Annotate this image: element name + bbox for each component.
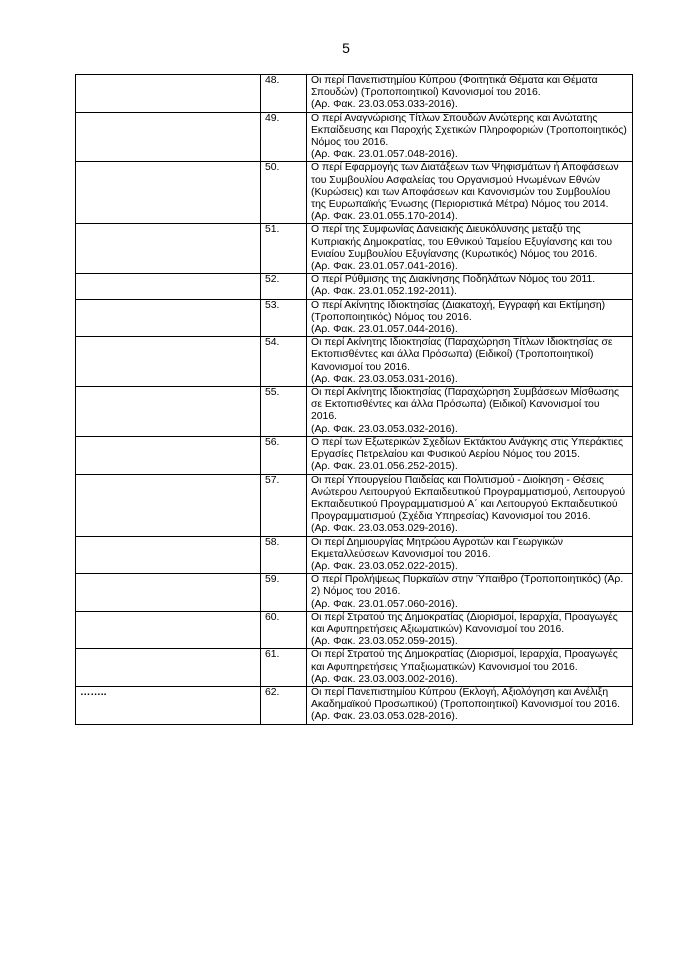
item-title: Οι περί Ακίνητης Ιδιοκτησίας (Παραχώρηση Τίτλων Ιδιοκτησίας σε Εκτοπισθέντες και άλλα Πρόσωπα) (Ειδικοί) (Τροποποιητικοί) Κανονισμοί του 2016. — [311, 337, 613, 373]
table-row — [76, 387, 633, 437]
table-row — [76, 611, 633, 649]
item-number: 51. — [261, 224, 307, 274]
table-row — [76, 337, 633, 387]
item-title: Οι περί Υπουργείου Παιδείας και Πολιτισμού - Διοίκηση - Θέσεις Ανώτερου Λειτουργού Εκπαιδευτικού Προγραμματισμού, Λειτουργού Εκπαιδευτικού Προγραμματισμού Α΄ και Λειτουργού Εκπαιδευτικού Προγραμματισμού (Σχέδια Υπηρεσίας) Κανονισμοί του 2016. — [311, 474, 626, 523]
item-file-ref: (Αρ. Φακ. 23.03.052.059-2015). — [311, 636, 458, 648]
item-number: 53. — [261, 299, 307, 337]
item-file-ref: (Αρ. Φακ. 23.03.053.032-2016). — [311, 423, 458, 435]
row-mark — [76, 75, 261, 113]
item-number: 56. — [261, 436, 307, 474]
item-title: Οι περί Δημιουργίας Μητρώου Αγροτών και Γεωργικών Εκμεταλλεύσεων Κανονισμοί του 2016. — [311, 536, 563, 560]
item-text — [307, 387, 633, 437]
table-row — [76, 574, 633, 612]
agenda-table-body — [76, 75, 633, 725]
item-title: Ο περί της Συμφωνίας Δανειακής Διευκόλυνσης μεταξύ της Κυπριακής Δημοκρατίας, του Εθνικού Ταμείου Εξυγίανσης και του Ενιαίου Συμβουλίου Εξυγίανσης (Κυρωτικός) Νόμος του 2016. — [311, 224, 613, 260]
item-file-ref: (Αρ. Φακ. 23.01.052.192-2011). — [311, 286, 457, 298]
row-mark — [76, 649, 261, 687]
item-file-ref: (Αρ. Φακ. 23.03.053.028-2016). — [311, 711, 458, 723]
row-mark: …….. — [76, 686, 261, 724]
item-title: Ο περί Ακίνητης Ιδιοκτησίας (Διακατοχή, Εγγραφή και Εκτίμηση) (Τροποποιητικός) Νόμος του 2016. — [311, 299, 606, 323]
item-text — [307, 611, 633, 649]
item-number: 50. — [261, 162, 307, 224]
item-file-ref: (Αρ. Φακ. 23.03.052.022-2015). — [311, 560, 458, 572]
table-row — [76, 224, 633, 274]
row-mark — [76, 274, 261, 299]
row-mark — [76, 574, 261, 612]
item-number: 61. — [261, 649, 307, 687]
row-mark — [76, 536, 261, 574]
item-title: Οι περί Στρατού της Δημοκρατίας (Διορισμοί, Ιεραρχία, Προαγωγές και Αφυπηρετήσεις Αξιωματικών) Κανονισμοί του 2016. — [311, 611, 618, 635]
page-number: 5 — [342, 40, 350, 56]
table-row — [76, 686, 633, 724]
row-mark — [76, 162, 261, 224]
row-mark — [76, 474, 261, 536]
item-text — [307, 224, 633, 274]
item-title: Οι περί Στρατού της Δημοκρατίας (Διορισμοί, Ιεραρχία, Προαγωγές και Αφυπηρετήσεις Υπαξιωματικών) Κανονισμοί του 2016. — [311, 649, 618, 673]
agenda-table — [75, 74, 633, 725]
item-number: 55. — [261, 387, 307, 437]
item-text — [307, 75, 633, 113]
item-text — [307, 274, 633, 299]
item-file-ref: (Αρ. Φακ. 23.03.053.031-2016). — [311, 373, 458, 385]
item-title: Οι περί Ακίνητης Ιδιοκτησίας (Παραχώρηση Συμβάσεων Μίσθωσης σε Εκτοπισθέντες και άλλα Πρόσωπα) (Ειδικοί) Κανονισμοί του 2016. — [311, 387, 619, 423]
item-title: Οι περί Πανεπιστημίου Κύπρου (Φοιτητικά Θέματα και Θέματα Σπουδών) (Τροποποιητικοί) Κανονισμοί του 2016. — [311, 75, 598, 99]
row-mark — [76, 611, 261, 649]
item-number: 58. — [261, 536, 307, 574]
item-number: 52. — [261, 274, 307, 299]
item-number: 62. — [261, 686, 307, 724]
item-number: 49. — [261, 112, 307, 162]
table-row — [76, 162, 633, 224]
item-title: Ο περί Αναγνώρισης Τίτλων Σπουδών Ανώτερης και Ανώτατης Εκπαίδευσης και Παροχής Σχετικών Πληροφοριών (Τροποποιητικός) Νόμος του 2016. — [311, 112, 627, 149]
item-text — [307, 162, 633, 224]
item-text — [307, 299, 633, 337]
table-row — [76, 436, 633, 474]
item-title: Οι περί Πανεπιστημίου Κύπρου (Εκλογή, Αξιολόγηση και Ανέλιξη Ακαδημαϊκού Προσωπικού) (Τροποποιητικοί) Κανονισμοί του 2016. — [311, 686, 620, 711]
item-file-ref: (Αρ. Φακ. 23.03.053.033-2016). — [311, 99, 458, 111]
item-file-ref: (Αρ. Φακ. 23.01.055.170-2014). — [311, 211, 458, 223]
item-text — [307, 574, 633, 612]
item-text — [307, 536, 633, 574]
row-mark — [76, 224, 261, 274]
table-row — [76, 536, 633, 574]
table-row — [76, 274, 633, 299]
table-row — [76, 474, 633, 536]
item-text — [307, 112, 633, 162]
item-number: 59. — [261, 574, 307, 612]
item-number: 57. — [261, 474, 307, 536]
item-number: 60. — [261, 611, 307, 649]
item-file-ref: (Αρ. Φακ. 23.01.057.044-2016). — [311, 324, 458, 336]
item-file-ref: (Αρ. Φακ. 23.01.057.060-2016). — [311, 598, 458, 610]
item-file-ref: (Αρ. Φακ. 23.01.057.048-2016). — [311, 149, 458, 161]
row-mark — [76, 387, 261, 437]
item-title: Ο περί Εφαρμογής των Διατάξεων των Ψηφισμάτων ή Αποφάσεων του Συμβουλίου Ασφαλείας του Οργανισμού Ηνωμένων Εθνών (Κυρώσεις) και των Αποφάσεων και Κανονισμών του Συμβουλίου της Ευρωπαϊκής Ένωσης (Περιοριστικά Μέτρα) Νόμος του 2014. — [311, 162, 619, 211]
table-row — [76, 75, 633, 113]
item-title: Ο περί Ρύθμισης της Διακίνησης Ποδηλάτων Νόμος του 2011. — [311, 274, 596, 286]
table-row — [76, 649, 633, 687]
item-file-ref: (Αρ. Φακ. 23.01.057.041-2016). — [311, 261, 458, 273]
table-row — [76, 299, 633, 337]
item-title: Ο περί των Εξωτερικών Σχεδίων Εκτάκτου Ανάγκης στις Υπεράκτιες Εργασίες Πετρελαίου και Φυσικού Αερίου Νόμος του 2015. — [311, 436, 624, 461]
row-mark — [76, 337, 261, 387]
row-mark — [76, 112, 261, 162]
item-number: 54. — [261, 337, 307, 387]
item-file-ref: (Αρ. Φακ. 23.03.003.002-2016). — [311, 673, 458, 685]
item-text — [307, 474, 633, 536]
item-file-ref: (Αρ. Φακ. 23.01.056.252-2015). — [311, 461, 458, 473]
table-row — [76, 112, 633, 162]
item-text — [307, 686, 633, 724]
item-text — [307, 649, 633, 687]
item-title: Ο περί Προλήψεως Πυρκαϊών στην Ύπαιθρο (Τροποποιητικός) (Αρ. 2) Νόμος του 2016. — [311, 574, 624, 598]
item-text — [307, 337, 633, 387]
row-mark — [76, 299, 261, 337]
item-number: 48. — [261, 75, 307, 113]
item-text — [307, 436, 633, 474]
item-file-ref: (Αρ. Φακ. 23.03.053.029-2016). — [311, 523, 458, 535]
row-mark — [76, 436, 261, 474]
